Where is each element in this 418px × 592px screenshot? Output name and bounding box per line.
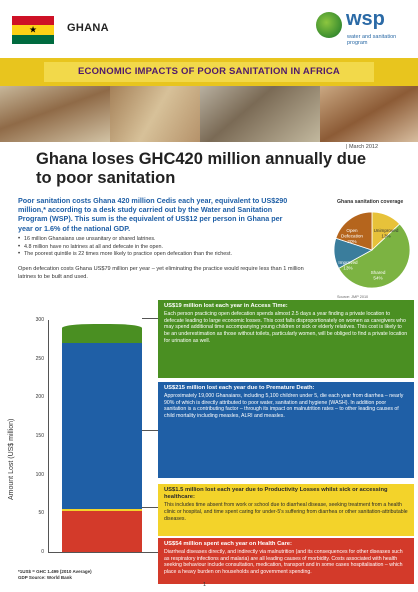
access-time-body: Each person practicing open defecation spends almost 2.5 days a year finding a private location to defecate leading to large economic losses. This cost falls disproportionately on women as caregivers who may spend additional time accompanying young children or sick or elderly relatives. This cost is likely to be an underestimation as those without toilets, particularly women, will be obliged to find a private location for urination as well. — [164, 311, 408, 344]
pie-label-improved: Improved — [338, 260, 358, 265]
photo-2 — [110, 86, 200, 142]
pie-label-shared: Shared — [370, 270, 386, 275]
y-tick-label: 150 — [35, 433, 44, 439]
productivity-body: This includes time absent from work or school due to diarrheal disease, seeking treatment from a health clinic or hospital, and time spent caring for under-5's suffering from diarrhea or other sanitation-attributable diseases. — [164, 502, 408, 522]
title-band — [0, 58, 418, 86]
connector-health — [142, 552, 158, 553]
pie-label-shared: 54% — [373, 275, 383, 281]
wsp-logo — [316, 10, 408, 50]
y-axis — [48, 320, 49, 552]
pie-label-unimproved: 13% — [381, 233, 391, 239]
band-title: ECONOMIC IMPACTS OF POOR SANITATION IN AFRICA — [44, 62, 374, 82]
premature-death-heading: US$215 million lost each year due to Premature Death: — [164, 385, 315, 391]
connector-death — [142, 430, 158, 431]
y-tick-label: 50 — [38, 510, 44, 517]
photo-1 — [0, 86, 110, 142]
premature-death-box — [158, 382, 414, 478]
key-facts-list — [18, 236, 298, 259]
list-item: • The poorest quintile is 22 times more likely to practice open defecation than the richest. — [18, 251, 298, 259]
gdp-source-note: GDP Source: World Bank — [18, 575, 72, 580]
premature-death-body: Approximately 19,000 Ghanaians, including 5,100 children under 5, die each year from diarrhea – nearly 90% of which is directly attributed to poor water, sanitation and hygiene (WASH). In addition poor sanitation is a contributing factor – through its impact on malnutrition rates – to other leading causes of child mortality including measles, ALRI and measles. — [164, 393, 404, 419]
footnote — [18, 569, 92, 581]
y-tick-label: 0 — [41, 549, 44, 555]
page-number: 1 — [203, 582, 207, 588]
connector-access — [142, 318, 158, 319]
coverage-pie-chart — [332, 206, 412, 292]
page-header — [0, 0, 418, 58]
access-time-box — [158, 300, 414, 378]
photo-4 — [320, 86, 418, 142]
y-tick-label: 200 — [35, 394, 44, 401]
list-item: • 16 million Ghanaians use unsanitary or shared latrines. — [18, 236, 298, 244]
pie-label-unimproved: Unimproved — [373, 228, 399, 233]
publication-date: | March 2012 — [346, 144, 379, 150]
access-time-heading: US$19 million lost each year in Access Time: — [164, 303, 288, 309]
bar-segment-productivity-losses — [62, 509, 142, 511]
pie-label-open-defecation: Open — [346, 228, 358, 233]
open-defecation-paragraph: Open defecation costs Ghana US$79 million per year – yet eliminating the practice would require less than 1 million latrines to be built and used. — [18, 266, 304, 280]
list-item: • 4.8 million have no latrines at all and defecate in the open. — [18, 244, 298, 252]
photo-strip — [0, 86, 418, 142]
photo-3 — [200, 86, 320, 142]
y-axis-label: Amount Lost (US$ million) — [8, 418, 15, 500]
country-name: GHANA — [67, 22, 109, 34]
wsp-logo-subtitle: water and sanitation program — [347, 34, 397, 46]
y-tick-label: 300 — [35, 317, 44, 323]
pie-label-open-defecation: Defecation — [341, 233, 363, 239]
productivity-heading: US$1.5 million lost each year due to Productivity Losses whilst sick or accessing healthcare: — [164, 487, 388, 501]
bar-segment-premature-death — [62, 343, 142, 509]
health-care-body: Diarrheal diseases directly, and indirectly via malnutrition (and its consequences for other diseases such as respiratory infections and malaria) are all leading causes of morbidity. Costs associated with health seeking behaviour include consultation, medication, transport and in some cases hospitalisation – which place a heavy burden on households and government spending. — [164, 549, 403, 575]
x-axis — [48, 552, 156, 553]
connector-productivity — [142, 507, 158, 508]
y-tick-label: 250 — [35, 355, 44, 362]
exchange-rate-note: *1US$ = GHC 1.499 (2010 Average) — [18, 569, 92, 574]
pie-label-open-defecation: 20% — [347, 239, 357, 244]
wsp-logo-name: wsp — [346, 8, 385, 30]
black-star-icon: ★ — [28, 24, 38, 35]
page-title: Ghana loses GHC420 million annually due to poor sanitation — [36, 150, 367, 187]
productivity-box — [158, 484, 414, 536]
lead-paragraph: Poor sanitation costs Ghana 420 million Cedis each year, equivalent to US$290 million,* according to a desk study carried out by the Water and Sanitation Program (WSP). This sum is the equivalent of US$12 per person in Ghana per year or 1.6% of the national GDP. — [18, 196, 288, 233]
bar-segment-health-care — [62, 510, 142, 552]
ghana-flag-icon — [12, 16, 54, 44]
pie-label-improved: 13% — [343, 265, 353, 271]
health-care-box — [158, 538, 414, 584]
bar-top-cap — [62, 324, 142, 332]
health-care-heading: US$54 million spent each year on Health Care: — [164, 541, 292, 547]
y-tick-label: 100 — [35, 471, 44, 478]
pie-source: Source: JMP 2010 — [337, 295, 369, 299]
wsp-globe-icon — [316, 12, 342, 38]
pie-title: Ghana sanitation coverage — [337, 199, 404, 205]
